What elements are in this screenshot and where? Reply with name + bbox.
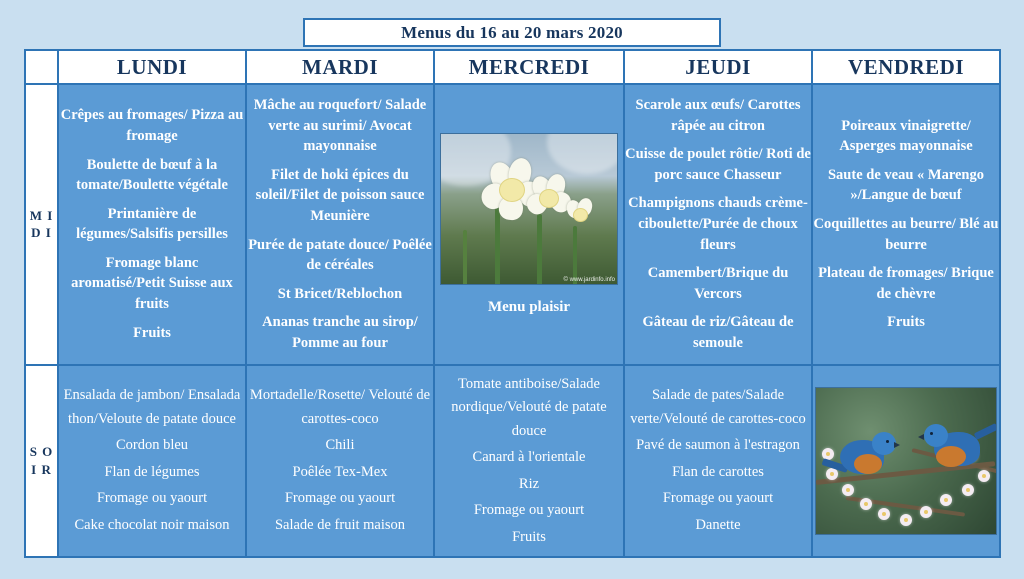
menu-cell-soir-mercredi <box>434 365 624 557</box>
menu-line: Fromage ou yaourt <box>473 502 585 519</box>
menu-line: Saute de veau « Marengo »/Langue de bœuf <box>827 166 984 204</box>
menu-line: Crêpes au fromages/ Pizza au fromage <box>60 107 244 145</box>
menu-line: Ananas tranche au sirop/ Pomme au four <box>262 314 418 351</box>
menu-line: Printanière de légumes/Salsifis persilles <box>76 205 228 243</box>
menu-cell-soir-jeudi <box>624 365 812 557</box>
menu-line: Cake chocolat noir maison <box>74 516 230 533</box>
menu-line: Fruits <box>512 528 546 545</box>
menu-line: Champignons chauds crème-ciboulette/Purée de choux fleurs <box>628 195 808 253</box>
menu-line: Canard à l'orientale <box>472 449 586 466</box>
menu-line: Fromage ou yaourt <box>662 490 774 507</box>
menu-line: Flan de carottes <box>672 463 764 480</box>
daffodil-photo <box>440 133 618 285</box>
menu-line: Flan de légumes <box>104 463 200 480</box>
menu-line: Fromage ou yaourt <box>284 490 396 507</box>
menu-line: Danette <box>695 516 741 533</box>
menu-line: Cuisse de poulet rôtie/ Roti de porc sauce Chasseur <box>625 146 811 183</box>
weekly-menu-table <box>24 49 1001 558</box>
menu-line: Pavé de saumon à l'estragon <box>636 437 800 454</box>
menu-line: Mâche au roquefort/ Salade verte au surimi/ Avocat mayonnaise <box>253 97 427 155</box>
table-row-midi <box>25 84 1000 365</box>
menu-line: Poireaux vinaigrette/ Asperges mayonnaise <box>839 117 973 155</box>
title-banner <box>303 18 721 47</box>
menu-line: Salade de pates/Salade verte/Velouté de carottes-coco <box>630 387 806 427</box>
menu-cell-soir-vendredi <box>812 365 1000 557</box>
menu-line: Ensalada de jambon/ Ensalada thon/Veloute de patate douce <box>63 387 241 427</box>
menu-cell-midi-mardi <box>246 84 434 365</box>
menu-line: Camembert/Brique du Vercors <box>647 265 789 302</box>
menu-line: Filet de hoki épices du soleil/Filet de poisson sauce Meunière <box>255 166 425 225</box>
bluebirds-photo <box>815 387 997 535</box>
menu-line: Tomate antiboise/Salade nordique/Velouté de patate douce <box>451 375 607 439</box>
menu-line: Fruits <box>887 314 925 331</box>
menu-line: Chili <box>325 437 355 454</box>
menu-line: Fruits <box>133 324 171 341</box>
table-header-row <box>25 50 1000 84</box>
menu-plaisir-label: Menu plaisir <box>487 298 571 315</box>
day-header-lundi: LUNDI <box>58 50 246 84</box>
menu-line: St Bricet/Reblochon <box>277 285 403 302</box>
day-header-mardi: MARDI <box>246 50 434 84</box>
menu-cell-midi-mercredi <box>434 84 624 365</box>
menu-line: Purée de patate douce/ Poêlée de céréales <box>248 236 432 274</box>
menu-line: Fromage blanc aromatisé/Petit Suisse aux fruits <box>71 254 233 313</box>
image-credit: © www.jardinfo.info <box>563 276 615 283</box>
menu-line: Fromage ou yaourt <box>96 490 208 507</box>
side-label-soir: S O I R <box>29 444 54 477</box>
menu-line: Gâteau de riz/Gâteau de semoule <box>642 314 794 351</box>
day-header-jeudi: JEUDI <box>624 50 812 84</box>
menu-cell-soir-lundi <box>58 365 246 557</box>
menu-line: Boulette de bœuf à la tomate/Boulette végétale <box>76 156 228 194</box>
menu-line: Plateau de fromages/ Brique de chèvre <box>818 265 994 302</box>
table-row-soir <box>25 365 1000 557</box>
side-label-midi: M I D I <box>29 207 54 241</box>
header-corner-blank <box>25 50 58 84</box>
menu-cell-soir-mardi <box>246 365 434 557</box>
side-label-soir-cell <box>25 365 58 557</box>
menu-line: Salade de fruit maison <box>274 516 406 533</box>
menu-cell-midi-vendredi <box>812 84 1000 365</box>
menu-line: Mortadelle/Rosette/ Velouté de carottes-coco <box>249 387 431 427</box>
menu-line: Coquillettes au beurre/ Blé au beurre <box>813 216 999 253</box>
day-header-vendredi: VENDREDI <box>812 50 1000 84</box>
menu-cell-midi-lundi <box>58 84 246 365</box>
menu-line: Cordon bleu <box>115 437 189 454</box>
day-header-mercredi: MERCREDI <box>434 50 624 84</box>
side-label-midi-cell <box>25 84 58 365</box>
menu-line: Poêlée Tex-Mex <box>292 463 388 480</box>
menu-line: Scarole aux œufs/ Carottes râpée au citron <box>635 97 801 134</box>
menu-line: Riz <box>518 475 540 492</box>
menu-cell-midi-jeudi <box>624 84 812 365</box>
page-title: Menus du 16 au 20 mars 2020 <box>401 22 623 42</box>
